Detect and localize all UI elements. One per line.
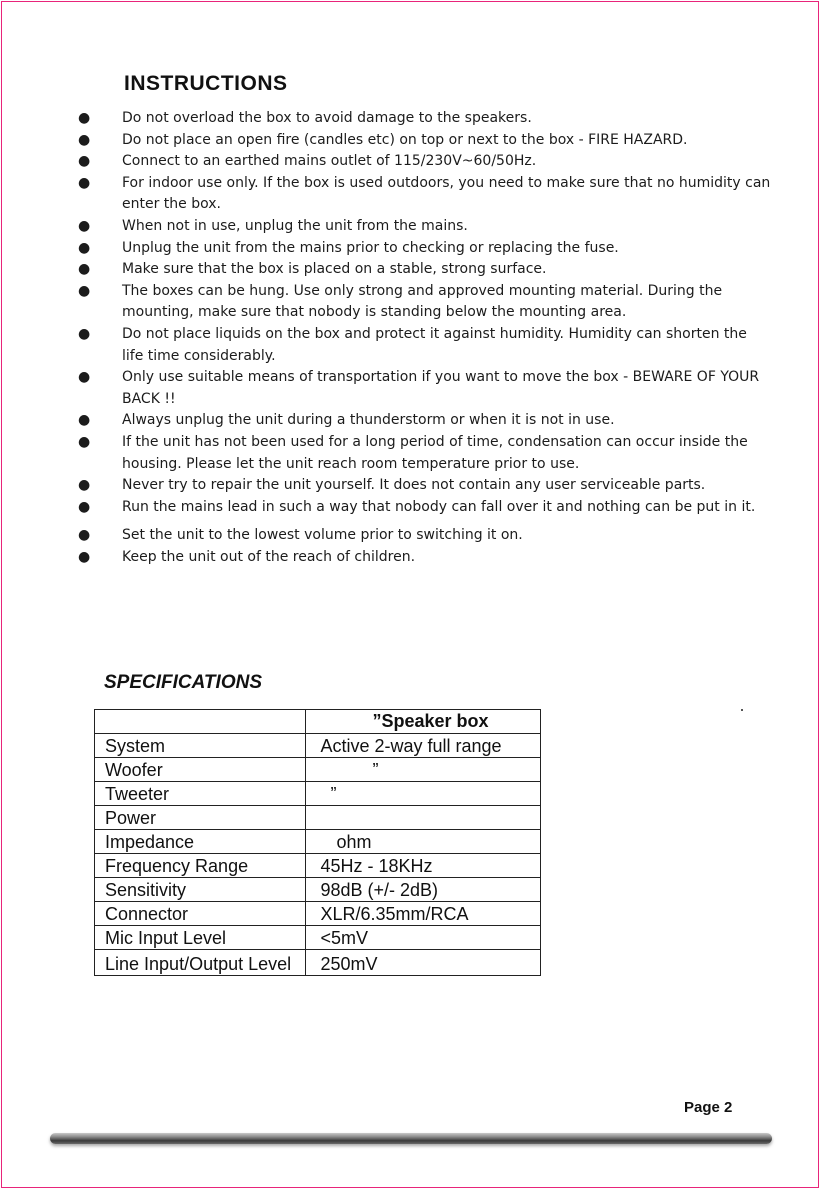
spec-value: 250mV: [306, 950, 541, 976]
table-row: [95, 854, 541, 878]
spec-value: 45Hz - 18KHz: [306, 854, 541, 878]
table-row: [95, 806, 541, 830]
instruction-item: ● Set the unit to the lowest volume prior to switching it on.: [0, 525, 822, 547]
spec-value: 98dB (+/- 2dB): [306, 878, 541, 902]
bullet-icon: ●: [78, 131, 91, 148]
stray-dot: [741, 709, 743, 711]
bullet-icon: ●: [78, 153, 91, 170]
spec-value: ”: [306, 758, 541, 782]
spec-label: Power: [95, 806, 306, 830]
spec-label: Mic Input Level: [95, 926, 306, 950]
table-row: [95, 830, 541, 854]
spec-label: Tweeter: [95, 782, 306, 806]
bullet-icon: ●: [78, 239, 91, 256]
bullet-icon: ●: [78, 261, 91, 278]
instruction-item: ● Do not place liquids on the box and protect it against humidity. Humidity can shorten the life time considerably.: [78, 325, 747, 364]
bullet-icon: ●: [78, 548, 91, 565]
specifications-table: [94, 709, 541, 976]
header-value-cell: ”Speaker box: [306, 710, 541, 734]
spec-label: Connector: [95, 902, 306, 926]
bullet-icon: ●: [78, 412, 91, 429]
table-row: [95, 782, 541, 806]
instruction-item: ● Do not place an open fire (candles etc) on top or next to the box - FIRE HAZARD.: [0, 130, 822, 152]
spec-value: <5mV: [306, 926, 541, 950]
spec-label: Impedance: [95, 830, 306, 854]
table-row: [95, 758, 541, 782]
spec-value: [306, 806, 541, 830]
table-header-row: [95, 710, 541, 734]
bullet-icon: ●: [78, 369, 91, 386]
spec-label: Sensitivity: [95, 878, 306, 902]
page-number: Page 2: [684, 1099, 733, 1116]
spec-value: ”: [306, 782, 541, 806]
table-row: [95, 734, 541, 758]
instruction-item: ● If the unit has not been used for a long period of time, condensation can occur inside the housing. Please let the unit reach room temperature prior to use.: [78, 433, 748, 472]
table-row: [95, 902, 541, 926]
spec-label: Frequency Range: [95, 854, 306, 878]
instruction-item: ● Run the mains lead in such a way that nobody can fall over it and nothing can be put in it.: [0, 497, 822, 519]
instruction-item: ● Always unplug the unit during a thunderstorm or when it is not in use.: [0, 410, 822, 432]
footer-divider-bar: [50, 1133, 772, 1144]
instruction-item: ● For indoor use only. If the box is used outdoors, you need to make sure that no humidity can enter the box.: [78, 174, 771, 213]
table-row: [95, 926, 541, 950]
instruction-item: ● The boxes can be hung. Use only strong and approved mounting material. During the mounting, make sure that nobody is standing below the mounting area.: [78, 282, 723, 321]
bullet-icon: ●: [78, 110, 91, 126]
bullet-icon: ●: [78, 217, 91, 234]
spec-value: Active 2-way full range: [306, 734, 541, 758]
spec-label: System: [95, 734, 306, 758]
spec-label: Line Input/Output Level: [95, 950, 306, 976]
table-row: [95, 878, 541, 902]
spec-value: XLR/6.35mm/RCA: [306, 902, 541, 926]
spec-label: Woofer: [95, 758, 306, 782]
header-label-cell: [95, 710, 306, 734]
specifications-heading: SPECIFICATIONS: [104, 672, 262, 693]
instructions-heading: INSTRUCTIONS: [124, 72, 288, 95]
instruction-item: ● Do not overload the box to avoid damage to the speakers.: [0, 108, 822, 130]
table-row: [95, 950, 541, 976]
bullet-icon: ●: [78, 325, 91, 342]
bullet-icon: ●: [78, 498, 91, 515]
bullet-icon: ●: [78, 282, 91, 299]
bullet-icon: ●: [78, 477, 91, 494]
instruction-item: ● Make sure that the box is placed on a stable, strong surface.: [0, 259, 822, 281]
instruction-item: ● Never try to repair the unit yourself. It does not contain any user serviceable parts.: [0, 475, 822, 497]
instruction-item: ● When not in use, unplug the unit from the mains.: [0, 216, 822, 238]
instruction-item: ● Unplug the unit from the mains prior to checking or replacing the fuse.: [0, 238, 822, 260]
bullet-icon: ●: [78, 433, 91, 450]
bullet-icon: ●: [78, 174, 91, 191]
instruction-item: ● Only use suitable means of transportation if you want to move the box - BEWARE OF YOUR BACK !!: [78, 369, 760, 407]
bullet-icon: ●: [78, 527, 91, 544]
instruction-item: ● Connect to an earthed mains outlet of 115/230V~60/50Hz.: [0, 151, 822, 173]
instruction-item: ● Keep the unit out of the reach of children.: [0, 547, 822, 569]
spec-value: ohm: [306, 830, 541, 854]
instructions-list: [0, 108, 822, 568]
